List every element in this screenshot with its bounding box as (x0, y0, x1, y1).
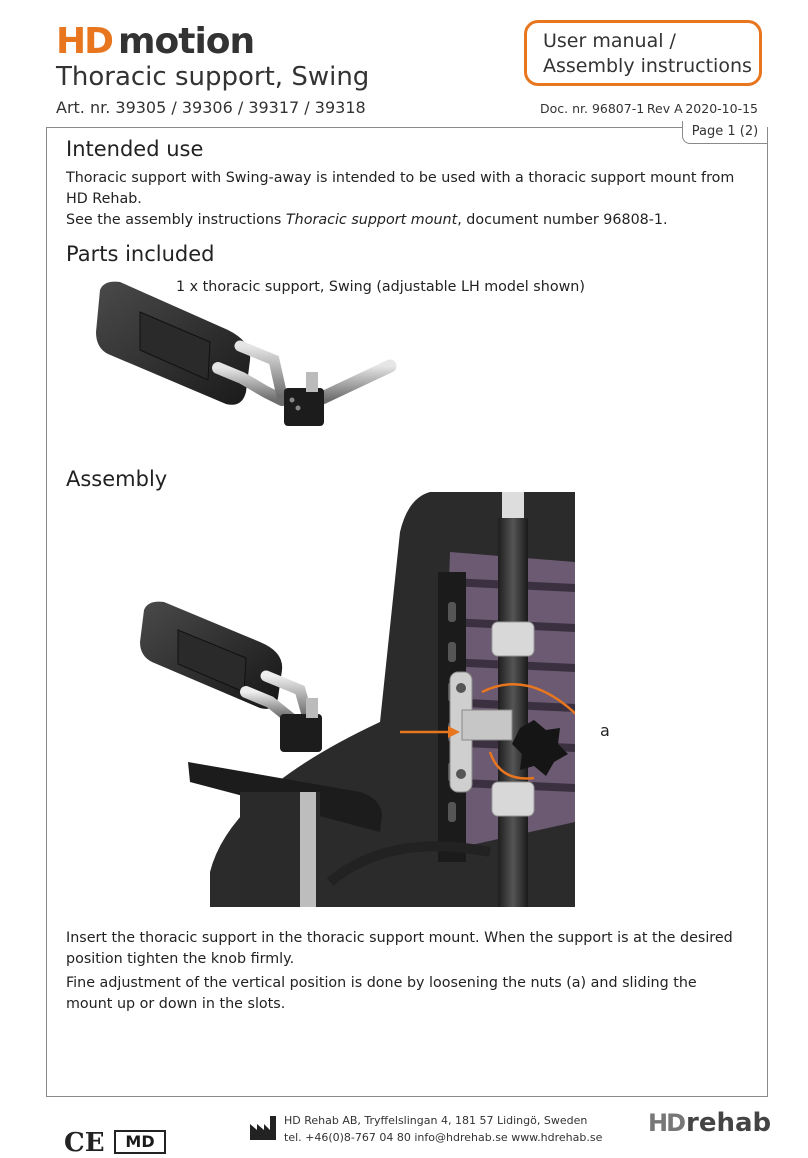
intended-use-text (66, 168, 756, 231)
callout-label-a: a (600, 721, 610, 740)
doc-number: Doc. nr. 96807-1 (540, 101, 645, 116)
article-numbers: Art. nr. 39305 / 39306 / 39317 / 39318 (56, 98, 366, 117)
intended-use-line2: See the assembly instructions Thoracic support mount, document number 96808-1. (66, 212, 668, 228)
intended-use-line1: Thoracic support with Swing-away is intended to be used with a thoracic support mount from HD Rehab. (66, 170, 735, 207)
doc-date: 2020-10-15 (685, 101, 758, 116)
thoracic-support-illustration (90, 276, 410, 446)
logo-text: rehab (686, 1108, 772, 1138)
brand-logo (56, 20, 254, 62)
md-mark: MD (114, 1130, 166, 1154)
parts-caption: 1 x thoracic support, Swing (adjustable LH model shown) (176, 279, 585, 295)
document-info (540, 101, 758, 116)
manual-title-line2: Assembly instructions (543, 55, 752, 77)
ce-mark: CE (64, 1128, 105, 1158)
manufacturer-icon (250, 1116, 276, 1140)
revision: Rev A (646, 101, 683, 116)
page-indicator: Page 1 (2) (682, 121, 767, 144)
heading-assembly: Assembly (66, 467, 168, 491)
heading-parts-included: Parts included (66, 242, 215, 266)
logo-mark: HD (648, 1109, 685, 1137)
company-name: HD Rehab AB, (284, 1114, 361, 1127)
footer-address (284, 1112, 602, 1146)
street-address: Tryffelslingan 4, 181 57 Lidingö, Sweden (360, 1114, 588, 1127)
brand-mark: HD (56, 20, 113, 62)
assembly-para2: Fine adjustment of the vertical position is done by loosening the nuts (a) and sliding the mount up or down in the slots. (66, 975, 697, 1012)
assembly-para1: Insert the thoracic support in the thoracic support mount. When the support is at the desired position tighten the knob firmly. (66, 930, 733, 967)
assembly-illustration (130, 492, 575, 907)
contact-info: tel. +46(0)8-767 04 80 info@hdrehab.se www.hdrehab.se (284, 1131, 603, 1144)
brand-name: motion (118, 20, 255, 62)
manual-title-line1: User manual / (543, 30, 676, 52)
heading-intended-use: Intended use (66, 137, 204, 161)
product-title: Thoracic support, Swing (56, 62, 370, 92)
manual-title-box (524, 20, 762, 86)
document-reference: Thoracic support mount (285, 212, 458, 228)
hd-rehab-logo (648, 1108, 771, 1138)
